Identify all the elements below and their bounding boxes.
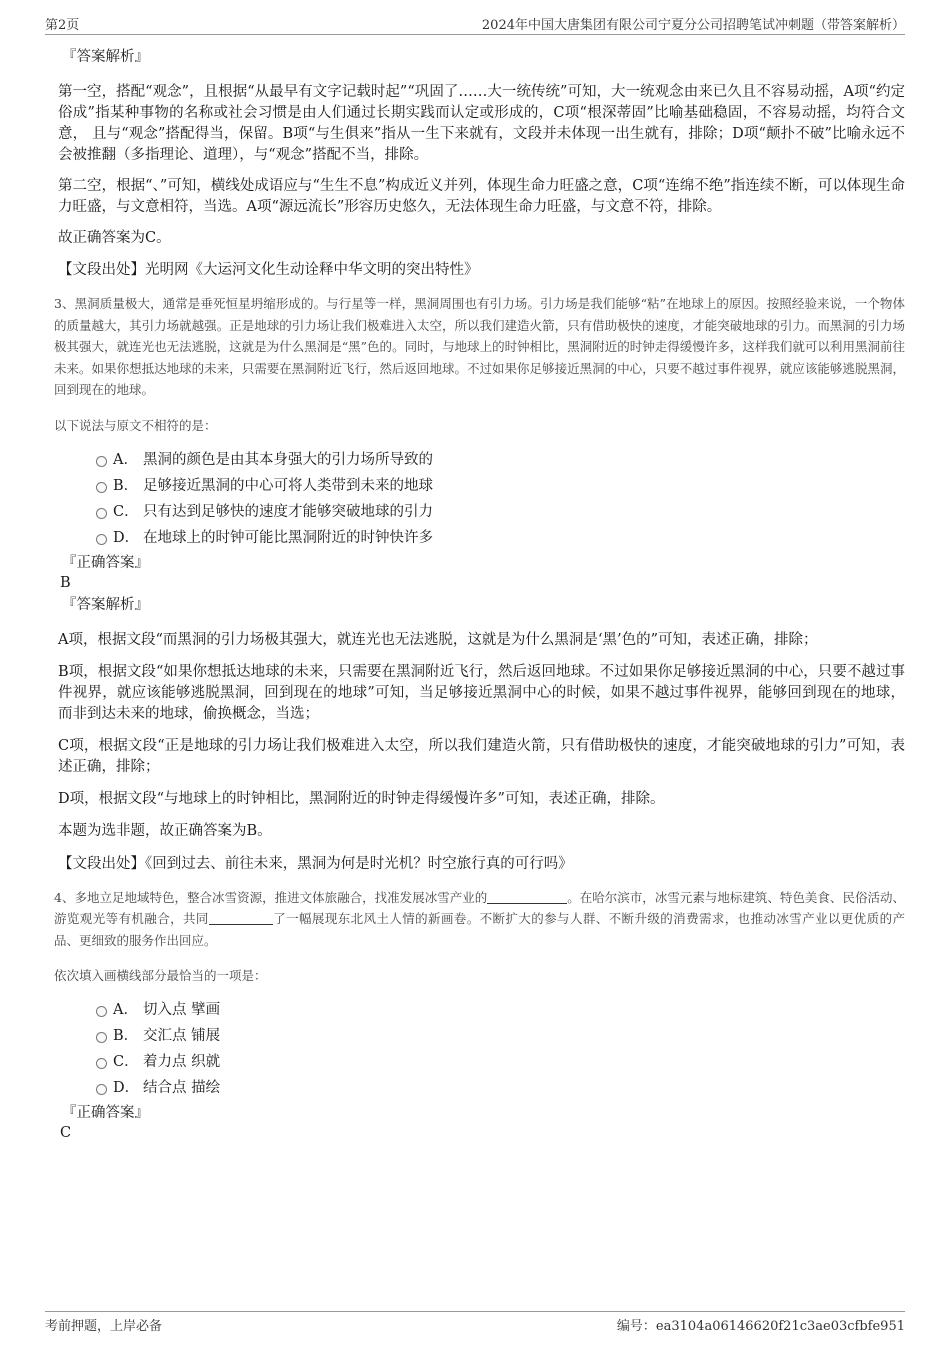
page-header — [45, 14, 905, 35]
q2-source: 【文段出处】光明网《大运河文化生动诠释中华文明的突出特性》 — [58, 262, 479, 278]
option-text: 黑洞的颜色是由其本身强大的引力场所导致的 — [143, 451, 433, 468]
option-text: 着力点 织就 — [143, 1054, 221, 1070]
q3-option-d[interactable] — [58, 525, 905, 551]
q3-option-b[interactable] — [58, 473, 905, 499]
option-text: 切入点 擘画 — [143, 1002, 221, 1018]
q3-prompt: 以下说法与原文不相符的是： — [54, 417, 217, 433]
radio-button[interactable] — [96, 456, 107, 467]
radio-button[interactable] — [96, 1058, 107, 1069]
option-letter: C． — [113, 503, 139, 520]
q4-option-a[interactable] — [58, 997, 905, 1023]
q4-option-b[interactable] — [58, 1023, 905, 1049]
q3-explanation-a: A项，根据文段“而黑洞的引力场极其强大，就连光也无法逃脱，这就是为什么黑洞是‘黑’色的”可知，表述正确，排除； — [58, 631, 818, 648]
option-text: 足够接近黑洞的中心可将人类带到未来的地球 — [143, 477, 433, 494]
q3-explanation-heading: 『答案解析』 — [62, 596, 149, 613]
q3-explanation-c: C项，根据文段“正是地球的引力场让我们极难进入太空，所以我们建造火箭，只有借助极快的速度，才能突破地球的引力”可知，表述正确，排除； — [58, 737, 905, 775]
q3-option-c[interactable] — [58, 499, 905, 525]
q4-option-c[interactable] — [58, 1049, 905, 1075]
option-text: 结合点 描绘 — [143, 1080, 221, 1096]
q2-explanation-p2: 第二空，根据“、”可知，横线处成语应与“生生不息”构成近义并列，体现生命力旺盛之意，C项“连绵不绝”指连续不断，可以体现生命力旺盛，与文意相符，当选。A项“源远流长”形容历史悠久，无法体现生命力旺盛，与文意不符，排除。 — [58, 178, 905, 215]
option-letter: D． — [113, 1080, 140, 1096]
q3-explanation-d: D项，根据文段“与地球上的时钟相比，黑洞附近的时钟走得缓慢许多”可知，表述正确，排除。 — [58, 790, 665, 807]
option-letter: B． — [113, 477, 139, 494]
page-footer — [45, 1311, 905, 1334]
q2-explanation-heading: 『答案解析』 — [62, 49, 149, 65]
radio-button[interactable] — [96, 482, 107, 493]
option-text: 在地球上的时钟可能比黑洞附近的时钟快许多 — [143, 529, 433, 546]
document-code — [617, 1315, 905, 1334]
radio-button[interactable] — [96, 1032, 107, 1043]
q3-conclusion: 本题为选非题，故正确答案为B。 — [58, 822, 272, 839]
radio-button[interactable] — [96, 1084, 107, 1095]
q3-answer-heading: 『正确答案』 — [62, 554, 149, 571]
radio-button[interactable] — [96, 508, 107, 519]
document-title: 2024年中国大唐集团有限公司宁夏分公司招聘笔试冲刺题（带答案解析） — [481, 18, 905, 33]
q3-options — [58, 447, 905, 551]
q4-answer-heading: 『正确答案』 — [62, 1105, 149, 1121]
q4-passage-part2: 。在哈尔滨市，冰雪元素与地标建筑、特色美食、民俗活动、游览观光等有机融合，共同 — [54, 889, 905, 926]
q4-answer: C — [60, 1125, 72, 1141]
q4-prompt: 依次填入画横线部分最恰当的一项是： — [54, 968, 267, 983]
option-letter: C． — [113, 1054, 139, 1070]
code-label: 编号： — [616, 1319, 656, 1334]
q4-passage — [54, 887, 905, 952]
fill-blank-1 — [487, 890, 567, 904]
q3-option-a[interactable] — [58, 447, 905, 473]
q4-option-d[interactable] — [58, 1075, 905, 1101]
q4-passage-part3: 了一幅展现东北风土人情的新画卷。不断扩大的参与人群、不断升级的消费需求，也推动冰雪产业以更优质的产品、更细致的服务作出回应。 — [54, 911, 905, 948]
option-letter: A． — [113, 451, 138, 468]
fill-blank-2 — [209, 911, 273, 925]
q2-conclusion: 故正确答案为C。 — [58, 230, 171, 246]
q4-passage-part1: 4、多地立足地域特色，整合冰雪资源，推进文体旅融合，找准发展冰雪产业的 — [54, 889, 488, 905]
q3-explanation-b: B项，根据文段“如果你想抵达地球的未来，只需要在黑洞附近飞行，然后返回地球。不过如果你足够接近黑洞的中心，只要不越过事件视界，就应该能够逃脱黑洞，回到现在的地球”可知，当足够接近黑洞中心的时候，如果不越过事件视界，能够回到现在的地球，而非到达未来的地球，偷换概念，当选； — [58, 663, 905, 722]
q4-options — [58, 997, 905, 1101]
footer-slogan: 考前押题，上岸必备 — [45, 1319, 163, 1334]
radio-button[interactable] — [96, 1006, 107, 1017]
page-number: 第2页 — [45, 18, 80, 33]
q3-passage: 3、黑洞质量极大，通常是垂死恒星坍缩形成的。与行星等一样，黑洞周围也有引力场。引力场是我们能够“粘”在地球上的原因。按照经验来说，一个物体的质量越大，其引力场就越强。正是地球的引力场让我们极难进入太空，所以我们建造火箭，只有借助极快的速度，才能突破地球的引力。而黑洞的引力场极其强大，就连光也无法逃脱，这就是为什么黑洞是“黑”色的。同时，与地球上的时钟相比，黑洞附近的时钟走得缓慢许多，这样我们就可以利用黑洞前往未来。如果你想抵达地球的未来，只需要在黑洞附近飞行，然后返回地球。不过如果你足够接近黑洞的中心，只要不越过事件视界，就应该能够逃脱黑洞，回到现在的地球。 — [54, 296, 905, 397]
option-letter: D． — [113, 529, 140, 546]
code-value: ea3104a06146620f21c3ae03cfbfe951 — [655, 1319, 905, 1334]
q3-source: 【文段出处】《回到过去、前往未来，黑洞为何是时光机？时空旅行真的可行吗》 — [58, 855, 573, 872]
q3-answer: B — [60, 574, 71, 591]
page-content — [54, 44, 905, 1143]
radio-button[interactable] — [96, 534, 107, 545]
option-text: 只有达到足够快的速度才能够突破地球的引力 — [143, 503, 433, 520]
option-text: 交汇点 铺展 — [143, 1028, 221, 1044]
option-letter: B． — [113, 1028, 139, 1044]
option-letter: A． — [113, 1002, 138, 1018]
q2-explanation-p1: 第一空，搭配“观念”，且根据“从最早有文字记载时起”“巩固了……大一统传统”可知，大一统观念由来已久且不容易动摇，A项“约定俗成”指某种事物的名称或社会习惯是由人们通过长期实践而认定或形成的，C项“根深蒂固”比喻基础稳固，不容易动摇，均符合文意， 且与“观念”搭配得当，保留。B项“与生俱来”指从一生下来就有，文段并未体现一出生就有，排除；D项“颠扑不破”比喻永远不会被推翻（多指理论、道理），与“观念”搭配不当，排除。 — [58, 84, 905, 163]
